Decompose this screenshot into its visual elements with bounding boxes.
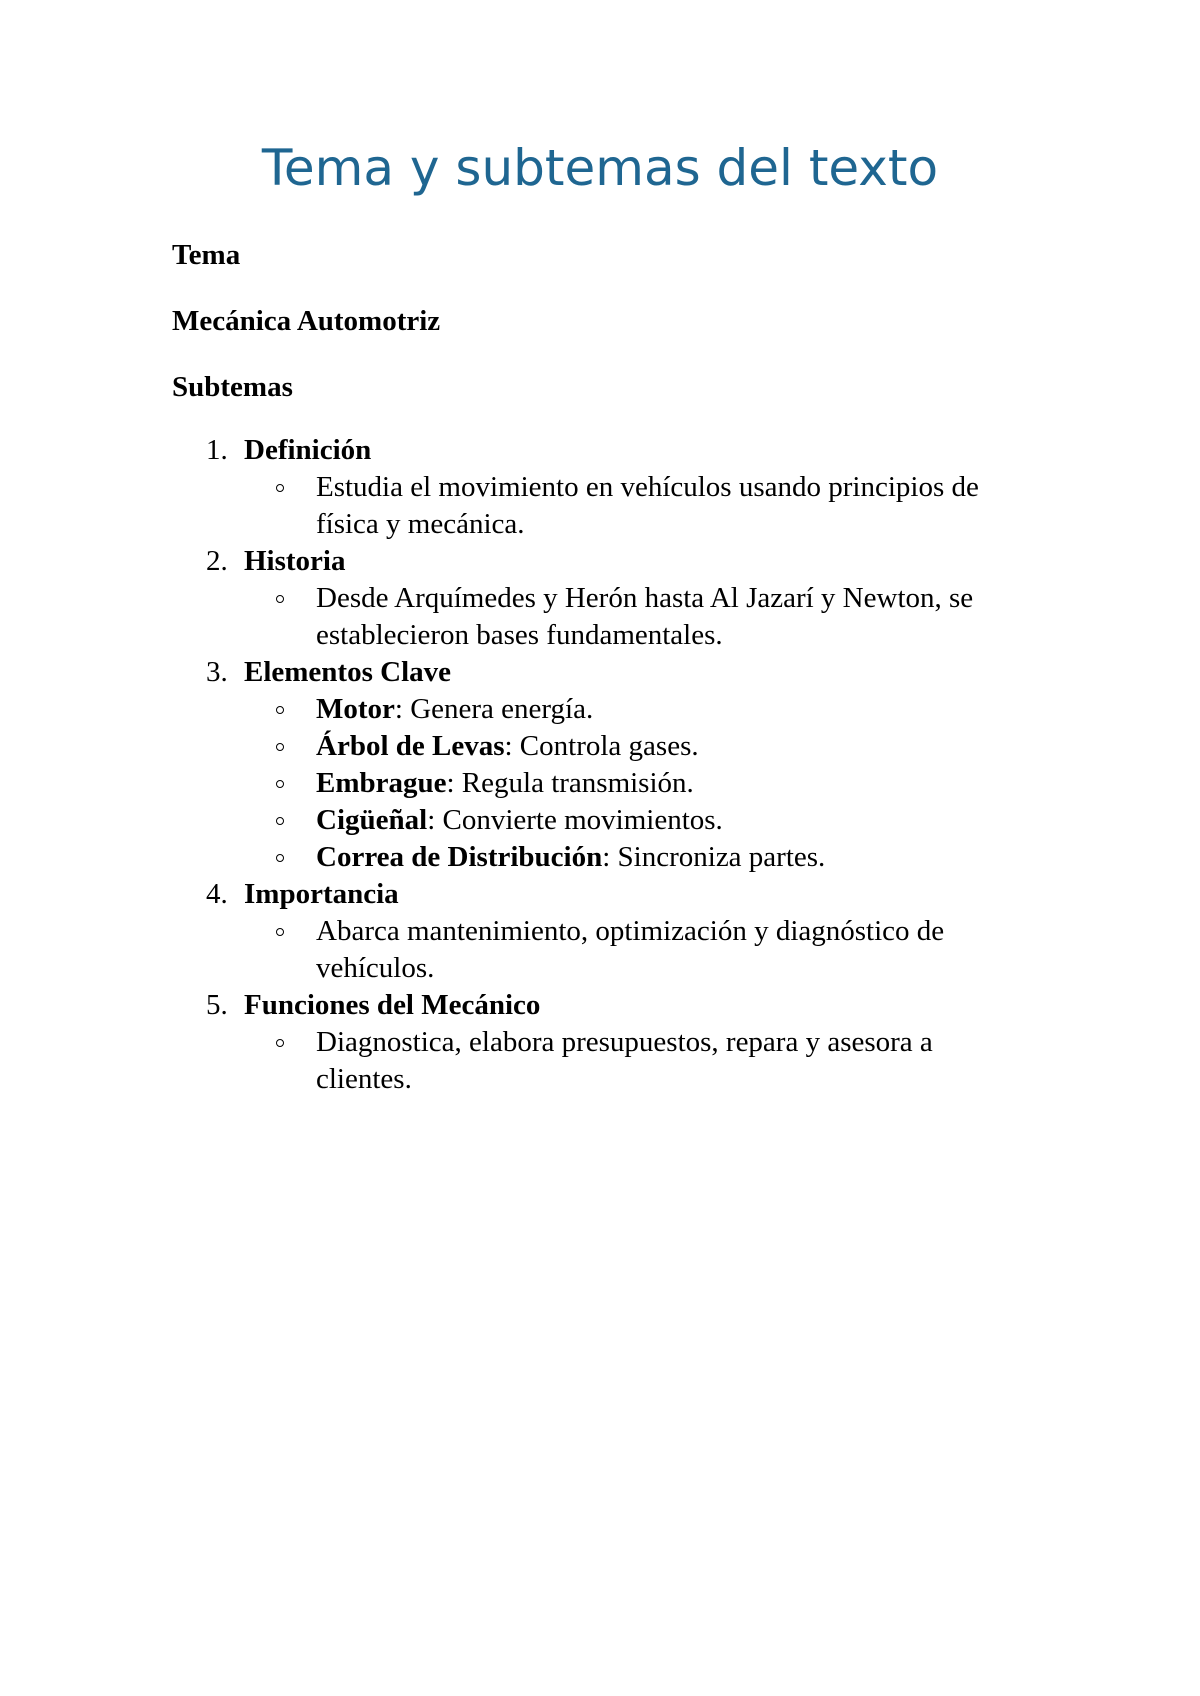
subtopic-title: Historia <box>244 545 346 577</box>
detail-item <box>244 691 1032 728</box>
detail-text: Diagnostica, elabora presupuestos, repara y asesora a clientes. <box>316 1026 933 1095</box>
detail-text: Desde Arquímedes y Herón hasta Al Jazarí y Newton, se establecieron bases fundamentales. <box>316 582 974 651</box>
hollow-circle-bullet-icon <box>276 817 284 825</box>
detail-text: : Convierte movimientos. <box>427 804 723 836</box>
subtopic-title: Importancia <box>244 878 399 910</box>
detail-text: Abarca mantenimiento, optimización y diagnóstico de vehículos. <box>316 915 945 984</box>
detail-term: Motor <box>316 693 395 725</box>
detail-text: : Controla gases. <box>504 730 699 762</box>
page-title: Tema y subtemas del texto <box>261 139 939 197</box>
subtopic-list <box>172 432 1032 1098</box>
detail-item <box>244 765 1032 802</box>
hollow-circle-bullet-icon <box>276 1039 284 1047</box>
detail-text: Estudia el movimiento en vehículos usando principios de física y mecánica. <box>316 471 979 540</box>
detail-item <box>244 1024 1032 1098</box>
detail-item <box>244 913 1032 987</box>
detail-item <box>244 802 1032 839</box>
subtopic-title: Elementos Clave <box>244 656 451 688</box>
detail-item <box>244 839 1032 876</box>
hollow-circle-bullet-icon <box>276 484 284 492</box>
subtopic-details <box>244 691 1032 876</box>
subtopic-details <box>244 913 1032 987</box>
hollow-circle-bullet-icon <box>276 743 284 751</box>
hollow-circle-bullet-icon <box>276 595 284 603</box>
tema-heading: Tema <box>172 239 241 271</box>
subtemas-heading: Subtemas <box>172 371 293 403</box>
subtopic-number: 1. <box>206 434 228 466</box>
subtopic-details <box>244 469 1032 543</box>
subtopic-item <box>172 543 1032 654</box>
tema-value: Mecánica Automotriz <box>172 305 441 337</box>
detail-term: Árbol de Levas <box>316 730 505 762</box>
subtopic-title: Definición <box>244 434 372 466</box>
subtopic-number: 2. <box>206 545 228 577</box>
detail-term: Cigüeñal <box>316 804 428 836</box>
detail-text: : Regula transmisión. <box>446 767 694 799</box>
hollow-circle-bullet-icon <box>276 780 284 788</box>
subtopic-details <box>244 580 1032 654</box>
subtopic-title: Funciones del Mecánico <box>244 989 541 1021</box>
detail-term: Embrague <box>316 767 447 799</box>
hollow-circle-bullet-icon <box>276 706 284 714</box>
subtopic-item <box>172 432 1032 543</box>
detail-text: : Genera energía. <box>394 693 594 725</box>
detail-term: Correa de Distribución <box>316 841 603 873</box>
document-body <box>172 236 1032 1098</box>
subtopic-item <box>172 654 1032 876</box>
hollow-circle-bullet-icon <box>276 928 284 936</box>
detail-item <box>244 580 1032 654</box>
subtopic-number: 4. <box>206 878 228 910</box>
detail-item <box>244 728 1032 765</box>
hollow-circle-bullet-icon <box>276 854 284 862</box>
subtopic-item <box>172 987 1032 1098</box>
subtopic-number: 3. <box>206 656 228 688</box>
subtopic-number: 5. <box>206 989 228 1021</box>
subtopic-item <box>172 876 1032 987</box>
detail-item <box>244 469 1032 543</box>
subtopic-details <box>244 1024 1032 1098</box>
detail-text: : Sincroniza partes. <box>602 841 826 873</box>
